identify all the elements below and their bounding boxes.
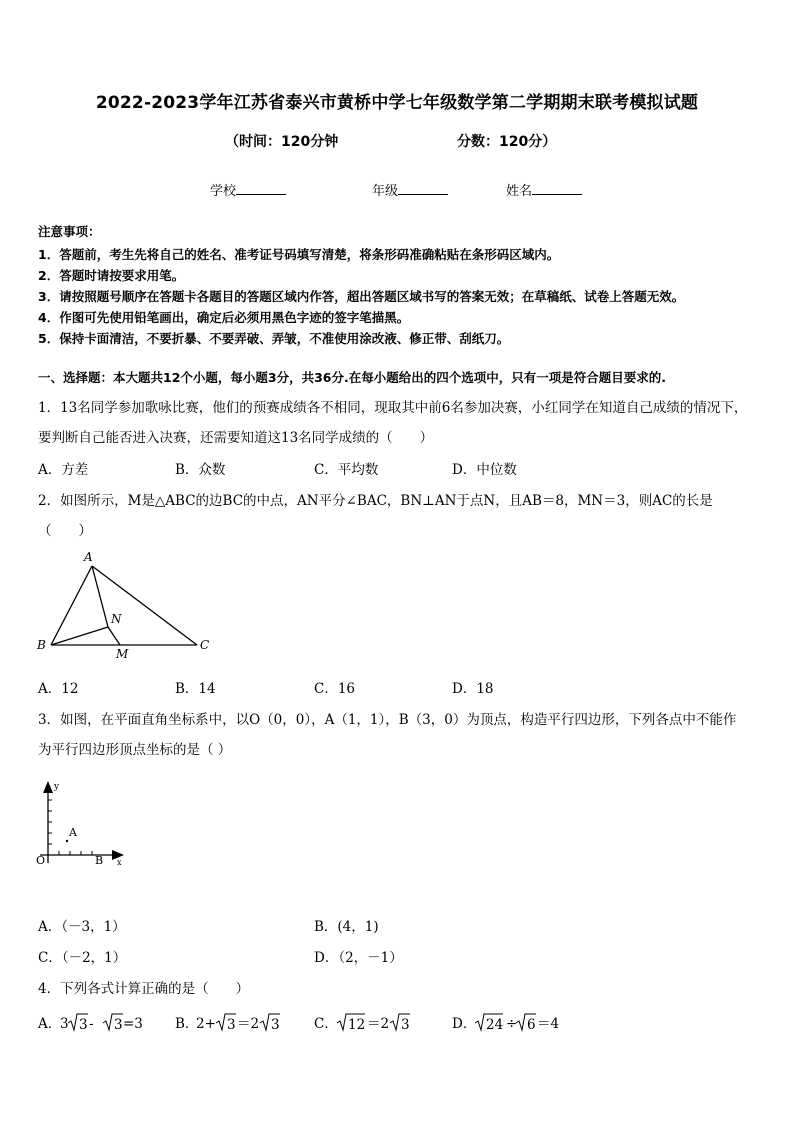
q4-option-b-pre: 2+ xyxy=(196,1016,216,1032)
q4-option-a-op: - xyxy=(89,1016,94,1032)
q2-option-b: B．14 xyxy=(175,681,216,697)
q4-option-d-letter: D． xyxy=(452,1016,477,1032)
segment-ac xyxy=(92,566,197,645)
q4-option-b-letter: B． xyxy=(175,1016,199,1032)
school-field xyxy=(210,180,286,199)
q2-option-d: D．18 xyxy=(452,681,494,697)
q4-option-b-eq: ＝2 xyxy=(237,1016,260,1032)
label-c: C xyxy=(200,638,210,652)
q3-text-line2: 为平行四边形顶点坐标的是（ ） xyxy=(38,742,232,758)
q1-text-line2: 要判断自己能否进入决赛，还需要知道这13名同学成绩的（ ） xyxy=(38,430,434,446)
q1-option-c: C．平均数 xyxy=(314,462,379,478)
q4-option-d-op: ÷ xyxy=(506,1016,518,1032)
triangle-figure xyxy=(34,545,224,667)
q4-option-c-eq: ＝2 xyxy=(367,1016,390,1032)
q4-option-a-radicand1: 3 xyxy=(79,1017,88,1033)
label-a: A xyxy=(69,826,77,839)
q4-option-a-radicand2: 3 xyxy=(114,1017,123,1033)
exam-score: 分数：120分） xyxy=(457,134,557,150)
segment-ab xyxy=(51,566,92,645)
q3-text-line1: 3．如图，在平面直角坐标系中，以O（0，0），A（1，1），B（3，0）为顶点，构造平行四边形，下列各点中不能作 xyxy=(38,712,737,728)
q4-option-a-letter: A． xyxy=(38,1016,62,1032)
q4-text-line1: 4．下列各式计算正确的是（ ） xyxy=(38,981,250,997)
page-title: 2022-2023学年江苏省泰兴市黄桥中学七年级数学第二学期期末联考模拟试题 xyxy=(95,93,699,113)
q1-option-d: D．中位数 xyxy=(452,462,517,478)
label-o: O xyxy=(36,854,46,867)
note-item: 3．请按照题号顺序在答题卡各题目的答题区域内作答，超出答题区域书写的答案无效；在草稿纸、试卷上答题无效。 xyxy=(38,289,685,304)
q4-option-c-radicand2: 3 xyxy=(401,1017,410,1033)
coordinate-figure xyxy=(34,775,134,870)
segment-an xyxy=(92,566,108,627)
school-label: 学校 xyxy=(210,184,237,199)
q4-option-d-radicand1: 24 xyxy=(486,1017,504,1033)
section-heading: 一、选择题：本大题共12个小题，每小题3分，共36分.在每小题给出的四个选项中，只有一项是符合题目要求的. xyxy=(38,370,666,385)
segment-nm xyxy=(108,627,120,645)
label-a: A xyxy=(84,550,93,564)
q3-option-b: B．(4，1) xyxy=(314,919,379,935)
note-item: 4．作图可先使用铅笔画出，确定后必须用黑色字迹的签字笔描黑。 xyxy=(38,310,410,325)
q1-text-line1: 1．13名同学参加歌咏比赛，他们的预赛成绩各不相同，现取其中前6名参加决赛，小红同学在知道自己成绩的情况下， xyxy=(38,400,748,416)
q4-option-b-radicand2: 3 xyxy=(271,1017,280,1033)
y-axis-arrow xyxy=(43,781,53,793)
q2-option-a: A．12 xyxy=(38,681,79,697)
q4-option-b-radicand1: 3 xyxy=(227,1017,236,1033)
q3-option-c: C．（－2，1） xyxy=(38,950,127,966)
q3-option-a: A．（－3，1） xyxy=(38,919,126,935)
name-field xyxy=(506,180,582,199)
label-b: B xyxy=(37,638,46,652)
label-x: x xyxy=(117,858,122,867)
exam-time: （时间：120分钟 xyxy=(225,134,339,150)
name-blank xyxy=(532,182,582,195)
grade-blank xyxy=(398,182,448,195)
q4-option-a-coef: 3 xyxy=(60,1016,69,1032)
q4-options xyxy=(34,1008,574,1038)
q1-option-a: A．方差 xyxy=(38,462,89,478)
q2-option-c: C．16 xyxy=(314,681,356,697)
label-y: y xyxy=(54,782,60,792)
q2-text-line2: （ ） xyxy=(38,523,92,539)
q4-option-c-letter: C． xyxy=(314,1016,338,1032)
q1-option-b: B．众数 xyxy=(175,462,226,478)
label-m: M xyxy=(116,647,129,661)
label-b: B xyxy=(95,854,104,867)
note-item: 5．保持卡面清洁，不要折暴、不要弄破、弄皱，不准使用涂改液、修正带、刮纸刀。 xyxy=(38,331,510,346)
notes-heading: 注意事项： xyxy=(38,224,101,239)
note-item: 2．答题时请按要求用笔。 xyxy=(38,268,185,283)
q4-option-d-result: ＝4 xyxy=(537,1016,560,1032)
label-n: N xyxy=(111,612,122,626)
q3-option-d: D．（2，－1） xyxy=(314,950,403,966)
note-item: 1．答题前，考生先将自己的姓名、准考证号码填写清楚，将条形码准确粘贴在条形码区域内。 xyxy=(38,247,560,262)
school-blank xyxy=(236,182,286,195)
q4-option-a-result: =3 xyxy=(123,1016,143,1032)
point-a xyxy=(66,840,68,842)
q2-text-line1: 2．如图所示，M是△ABC的边BC的中点，AN平分∠BAC，BN⊥AN于点N，且AB＝8，MN＝3，则AC的长是 xyxy=(38,493,713,509)
q4-option-d-radicand2: 6 xyxy=(527,1017,536,1033)
name-label: 姓名 xyxy=(506,184,533,199)
grade-label: 年级 xyxy=(372,184,399,199)
q4-option-c-radicand1: 12 xyxy=(348,1017,366,1033)
grade-field xyxy=(372,180,448,199)
